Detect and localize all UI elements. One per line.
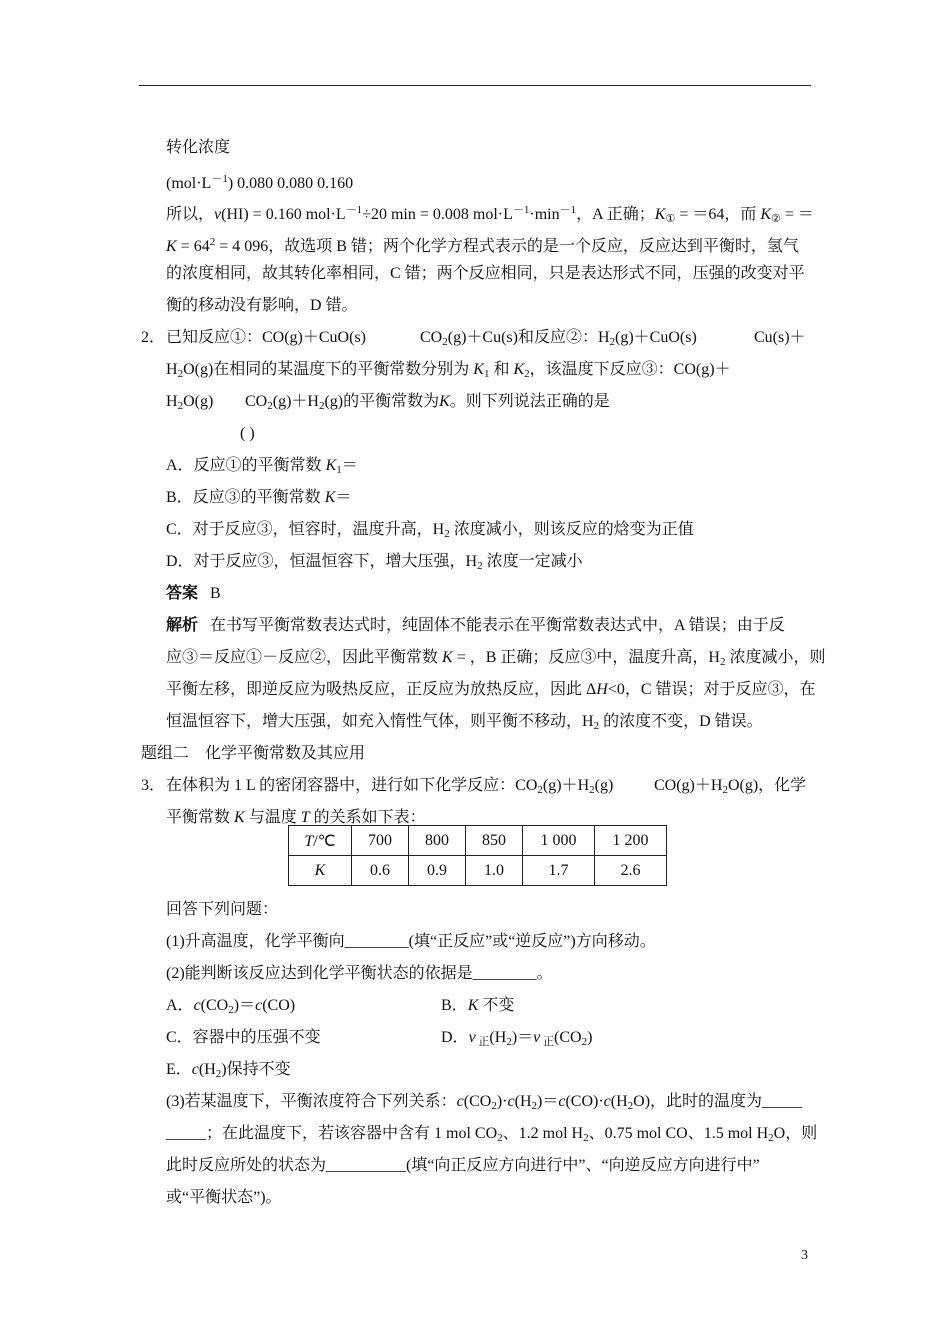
table-cell: 700 [352, 826, 409, 856]
question-2-line: Cu(s)＋ [754, 329, 806, 346]
answer-blank: ( ) [240, 425, 255, 442]
solution-line: $K = 64^2 = 4$ 096，故选项 B 错；两个化学方程式表示的是一个反应，反应达到平衡时，氢气 [166, 236, 799, 255]
explanation-line: 应③＝反应①－反应②，因此平衡常数 K = ，B 正确；反应③中，温度升高，$H_2$ 浓度减小，则 [166, 649, 826, 668]
explanation-label: 解析 [166, 617, 199, 634]
explanation-line: 解析 在书写平衡常数表达式时，纯固体不能表示在平衡常数表达式中，A 错误；由于反 [166, 617, 785, 634]
answer-value: B [210, 585, 221, 602]
sub-question-3-line: _____；在此温度下，若该容器中含有 1 mol $CO_2$、1.2 mol $H_2$、0.75 mol CO、1.5 mol $H_2O$，则 [166, 1125, 818, 1144]
option-d: D．v $_正(H_2)=v$ $_正(CO_2)$ [441, 1029, 593, 1048]
header-rule [139, 85, 811, 86]
option-b: B．反应③的平衡常数 K＝ [166, 489, 352, 506]
sub-question-3-line: 此时反应所处的状态为__________(填“向正反应方向进行中”、“向逆反应方向进行中” [166, 1157, 760, 1174]
question-3-line: $CO(g)+H_2O(g)$，化学 [654, 777, 807, 796]
table-header-cell: T/℃ [289, 826, 352, 856]
table-cell: 0.6 [352, 856, 409, 886]
table-row [289, 856, 667, 886]
option-c: C．容器中的压强不变 [166, 1029, 321, 1046]
table-row [289, 826, 667, 856]
option-a: A．$c(CO_2)=c(CO)$ [166, 997, 296, 1016]
equilibrium-constant-table [288, 825, 667, 886]
question-2-line: $CO_2(g)+H_2(g)$的平衡常数为K。则下列说法正确的是 [245, 393, 610, 412]
option-a: A．反应①的平衡常数 $K_1=$ [166, 457, 358, 476]
table-cell: 1 200 [595, 826, 667, 856]
sub-question-2: (2)能判断该反应达到化学平衡状态的依据是________。 [166, 965, 553, 982]
sub-question-1: (1)升高温度，化学平衡向________(填“正反应”或“逆反应”)方向移动。 [166, 933, 656, 950]
solution-line: 的浓度相同，故其转化率相同，C 错；两个反应相同，只是表达形式不同，压强的改变对平 [166, 265, 805, 282]
question-2-number: 2． [141, 329, 166, 346]
option-c: C．对于反应③，恒容时，温度升高，$H_2$ 浓度减小，则该反应的焓变为正值 [166, 521, 694, 540]
question-3-line: 平衡常数 K 与温度 T 的关系如下表： [166, 809, 426, 826]
sub-question-3: (3)若某温度下，平衡浓度符合下列关系：$c(CO_2)\cdot c(H_2)=c(CO)\cdot c(H_2O)$，此时的温度为_____ [166, 1093, 803, 1112]
option-d: D．对于反应③，恒温恒容下，增大压强，$H_2$ 浓度一定减小 [166, 553, 583, 572]
table-header-cell: K [289, 856, 352, 886]
explanation-line: 恒温恒容下，增大压强，如充入惰性气体，则平衡不移动，$H_2$ 的浓度不变，D 错误。 [166, 713, 763, 732]
solution-line: 转化浓度 [166, 139, 231, 156]
solution-line: 衡的移动没有影响，D 错。 [166, 297, 358, 314]
question-2-line: $H_2O(g)$在相同的某温度下的平衡常数分别为 $K_1$ 和 $K_2$，该温度下反应③：CO(g)＋ [166, 361, 731, 380]
table-cell: 1 000 [523, 826, 595, 856]
option-e: E．$c(H_2)$保持不变 [166, 1061, 291, 1080]
solution-line: $(mol\cdot L^{-1})$ 0.080 0.080 0.160 [166, 173, 354, 192]
table-cell: 1.0 [466, 856, 523, 886]
solution-line: 所以，v(HI) = 0.160 $mol\cdot L^{-1}\div 20$ min = 0.008 $mol\cdot L^{-1}\cdot\min^{-1}$，A 正确；$K_① = =64$，而 $K_②$ = ＝ [166, 204, 814, 225]
table-cell: 2.6 [595, 856, 667, 886]
sub-question-3-line: 或“平衡状态”)。 [166, 1189, 282, 1206]
table-cell: 1.7 [523, 856, 595, 886]
section-title: 题组二 化学平衡常数及其应用 [141, 745, 366, 762]
answer-label: 答案 [166, 585, 199, 602]
question-2-line: $H_2O(g)$ [166, 393, 214, 412]
table-cell: 0.9 [409, 856, 466, 886]
question-2-line: 已知反应①：CO(g)＋CuO(s) [166, 329, 366, 346]
explanation-line: 平衡左移，即逆反应为吸热反应，正反应为放热反应，因此 ΔH<0，C 错误；对于反应③，在 [166, 681, 816, 698]
table-cell: 800 [409, 826, 466, 856]
option-b: B．K 不变 [441, 997, 515, 1014]
question-3-line: 在体积为 1 L 的密闭容器中，进行如下化学反应：$CO_2(g)+H_2(g)$ [166, 777, 614, 796]
question-3-number: 3． [141, 777, 166, 794]
table-cell: 850 [466, 826, 523, 856]
page-number: 3 [801, 1248, 808, 1263]
question-2-line: $CO_2(g)+Cu(s)$和反应②：$H_2(g)+CuO(s)$ [420, 329, 697, 348]
question-3-prompt: 回答下列问题： [166, 901, 279, 918]
answer-line [166, 584, 221, 604]
